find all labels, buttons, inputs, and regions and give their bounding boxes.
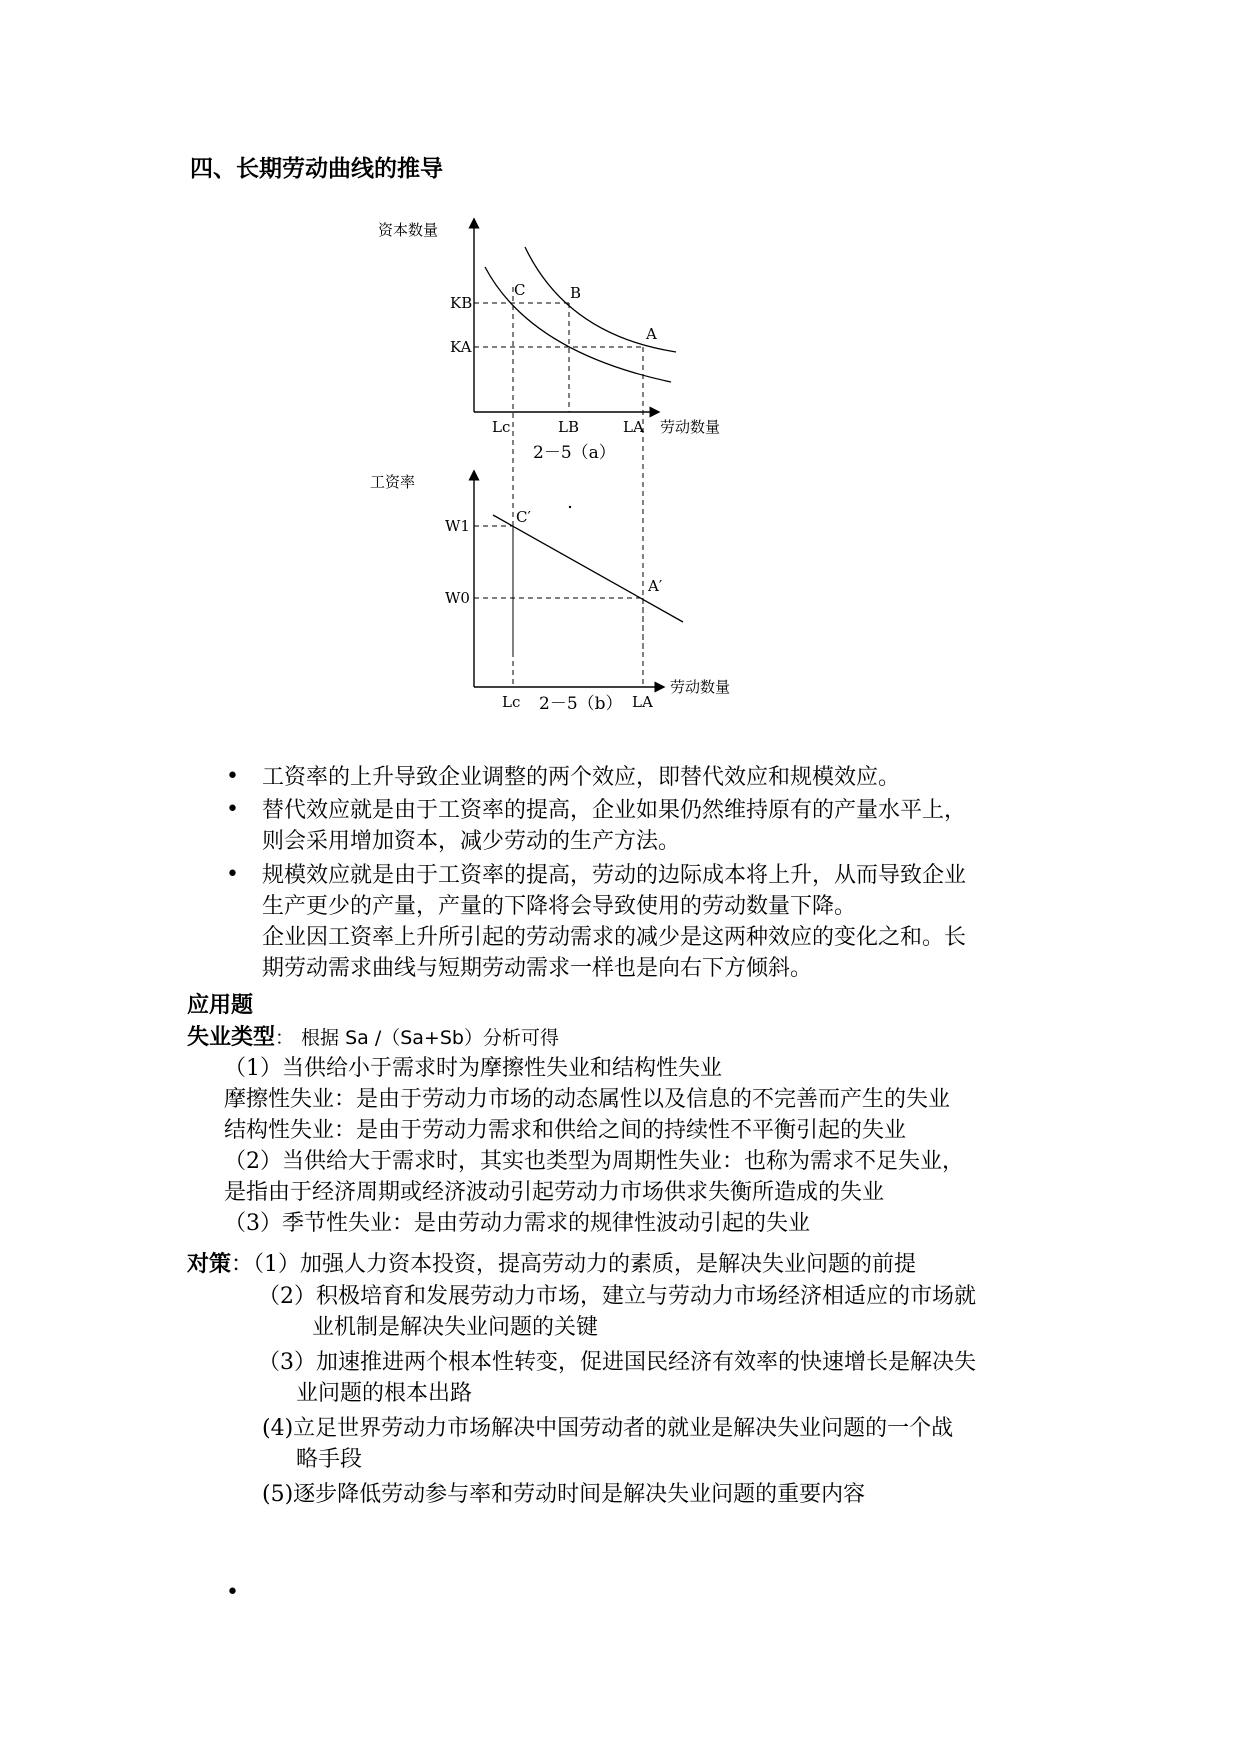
wage-demand-diagram: [370, 473, 730, 714]
unemployment-note: 根据 Sa /（Sa+Sb）分析可得: [301, 1027, 559, 1049]
tick-ka: KA: [450, 338, 472, 356]
bullet-item: [262, 795, 966, 857]
bullet-line: 企业因工资率上升所引起的劳动需求的减少是这两种效应的变化之和。长: [262, 925, 967, 950]
detail-line: （3）季节性失业：是由劳动力需求的规律性波动引起的失业: [224, 1211, 810, 1236]
capital-axis-label: 资本数量: [378, 221, 439, 239]
bullet-line: 工资率的上升导致企业调整的两个效应，即替代效应和规模效应。: [262, 765, 901, 790]
measure-5: [262, 1479, 865, 1510]
labor-axis-label-a: 劳动数量: [660, 418, 721, 436]
measure-line: (4)立足世界劳动力市场解决中国劳动者的就业是解决失业问题的一个战: [262, 1416, 954, 1441]
point-c-prime: C′: [516, 508, 531, 526]
measure-3: [258, 1347, 976, 1409]
point-b: B: [570, 284, 582, 302]
caption-b: 2－5（b）: [539, 694, 623, 714]
section-title: 四、长期劳动曲线的推导: [190, 156, 443, 182]
measure-line: 业机制是解决失业问题的关键: [312, 1315, 599, 1340]
measure-2: [258, 1281, 976, 1343]
measure-line: (5)逐步降低劳动参与率和劳动时间是解决失业问题的重要内容: [262, 1482, 866, 1507]
measure-line: 略手段: [296, 1447, 363, 1472]
caption-a: 2－5（a）: [533, 443, 616, 463]
bullet-marker: •: [226, 862, 239, 887]
stray-dot: [569, 506, 571, 508]
bullet-item: [262, 860, 966, 984]
point-c: C: [514, 281, 526, 299]
unemployment-types-line: [187, 1022, 559, 1054]
detail-line: 是指由于经济周期或经济波动引起劳动力市场供求失衡所造成的失业: [224, 1180, 885, 1205]
long-run-demand-curve: [493, 515, 683, 622]
bullet-line: 规模效应就是由于工资率的提高，劳动的边际成本将上升，从而导致企业: [262, 863, 967, 888]
detail-line: 结构性失业：是由于劳动力需求和供给之间的持续性不平衡引起的失业: [224, 1118, 907, 1143]
unemployment-label: 失业类型: [187, 1025, 276, 1050]
detail-line: （2）当供给大于需求时，其实也类型为周期性失业：也称为需求不足失业，: [224, 1149, 964, 1174]
measures-first-line: [187, 1249, 916, 1280]
measure-4: [262, 1413, 953, 1475]
tick-lb: LB: [558, 418, 579, 436]
tick-lc-a: Lc: [492, 418, 511, 436]
empty-bullet-marker: •: [226, 1580, 239, 1605]
tick-kb: KB: [450, 294, 473, 312]
tick-la-a: LA: [623, 418, 644, 436]
unemployment-colon: ：: [275, 1027, 295, 1049]
bullet-item: [262, 762, 900, 793]
isoquant-diagram: [378, 221, 720, 655]
wage-axis-label: 工资率: [370, 473, 416, 491]
measure-line: （3）加速推进两个根本性转变，促进国民经济有效率的快速增长是解决失: [258, 1350, 976, 1375]
measures-label: 对策: [187, 1252, 232, 1277]
labor-demand-figure: [370, 215, 780, 715]
bullet-line: 期劳动需求曲线与短期劳动需求一样也是向右下方倾斜。: [262, 956, 813, 981]
point-a: A: [646, 325, 657, 343]
bullet-marker: •: [226, 797, 239, 822]
detail-line: 摩擦性失业：是由于劳动力市场的动态属性以及信息的不完善而产生的失业: [224, 1087, 951, 1112]
tick-la-b: LA: [632, 693, 653, 711]
application-title: 应用题: [187, 993, 254, 1018]
measure-line: 业问题的根本出路: [296, 1381, 473, 1406]
tick-w1: W1: [445, 517, 470, 535]
tick-lc-b: Lc: [502, 693, 521, 711]
unemployment-details: [224, 1053, 964, 1239]
bullet-line: 则会采用增加资本，减少劳动的生产方法。: [262, 829, 681, 854]
bullet-line: 生产更少的产量，产量的下降将会导致使用的劳动数量下降。: [262, 894, 857, 919]
bullet-line: 替代效应就是由于工资率的提高，企业如果仍然维持原有的产量水平上，: [262, 798, 967, 823]
detail-line: （1）当供给小于需求时为摩擦性失业和结构性失业: [224, 1056, 722, 1081]
measure-line: （2）积极培育和发展劳动力市场，建立与劳动力市场经济相适应的市场就: [258, 1284, 976, 1309]
measures-first: ：（1）加强人力资本投资，提高劳动力的素质，是解决失业问题的前提: [231, 1252, 917, 1277]
point-a-prime: A′: [648, 577, 663, 595]
tick-w0: W0: [445, 589, 470, 607]
labor-axis-label-b: 劳动数量: [670, 678, 731, 696]
bullet-marker: •: [226, 764, 239, 789]
